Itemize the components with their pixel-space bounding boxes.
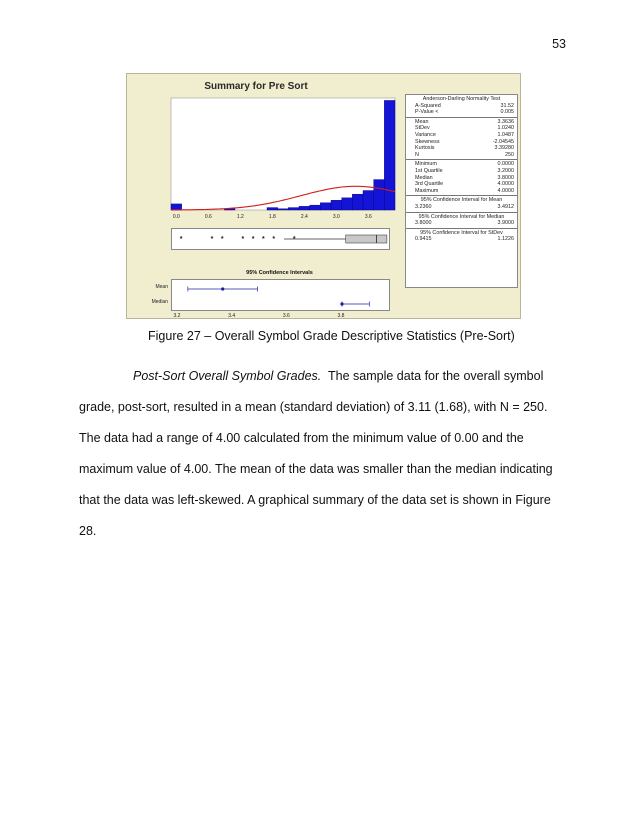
boxplot-panel <box>171 228 390 250</box>
histogram-plot-area <box>171 98 395 210</box>
normality-section <box>406 95 517 118</box>
ci-mean-high: 3.4912 <box>497 203 514 210</box>
ci-estimate-point <box>340 302 343 305</box>
histogram-x-tick-label: 3.6 <box>364 214 372 220</box>
median-value: 3.8000 <box>497 174 514 181</box>
moments-section <box>406 118 517 161</box>
histogram-bar <box>384 100 395 210</box>
ci-x-tick-label: 3.2 <box>173 313 181 318</box>
paragraph-heading: Post-Sort Overall Symbol Grades. <box>133 369 322 383</box>
variance-label: Variance <box>415 131 436 138</box>
ci-estimate-point <box>221 287 224 290</box>
stdev-value: 1.0240 <box>497 125 514 132</box>
stats-box <box>405 94 518 288</box>
minimum-label: Minimum <box>415 161 437 168</box>
normality-title: Anderson-Darling Normality Test <box>422 96 501 102</box>
histogram-bar <box>374 180 385 210</box>
ci-x-tick-label: 3.6 <box>282 313 290 318</box>
histogram-x-tick-label: 2.4 <box>300 214 308 220</box>
histogram-x-tick-label: 1.8 <box>268 214 276 220</box>
n-label: N <box>415 151 419 158</box>
boxplot-outlier: * <box>262 236 265 243</box>
ci-median-high: 3.9000 <box>497 220 514 227</box>
maximum-label: Maximum <box>415 187 439 194</box>
ci-chart <box>172 280 389 310</box>
ci-stdev-low: 0.9415 <box>415 236 432 243</box>
skewness-label: Skewness <box>415 138 440 145</box>
histogram-bar <box>342 198 353 210</box>
stdev-label: StDev <box>415 125 430 132</box>
a-squared-label: A-Squared <box>415 102 441 109</box>
figure-title: Summary for Pre Sort <box>204 81 308 92</box>
ci-stdev-high: 1.1226 <box>497 236 514 243</box>
boxplot-outlier: * <box>251 236 255 243</box>
boxplot-outlier: * <box>241 236 245 243</box>
kurtosis-value: 3.39280 <box>494 145 514 152</box>
maximum-value: 4.0000 <box>497 187 514 194</box>
ci-x-tick-label: 3.4 <box>228 313 236 318</box>
ci-mean-title: 95% Confidence Interval for Mean <box>420 197 503 204</box>
n-value: 250 <box>505 151 514 158</box>
histogram-x-tick-label: 0.0 <box>172 214 180 220</box>
ci-mean-section <box>406 196 517 212</box>
median-label: Median <box>415 174 433 181</box>
histogram-x-tick-label: 0.6 <box>204 214 212 220</box>
histogram-bar <box>171 204 182 210</box>
mean-value: 3.3636 <box>497 118 514 125</box>
p-value-label: P-Value < <box>415 109 439 116</box>
body-paragraph <box>79 361 559 547</box>
histogram-bar <box>288 208 299 210</box>
q1-value: 3.2000 <box>497 167 514 174</box>
minimum-value: 0.0000 <box>497 161 514 168</box>
ci-median-low: 3.8000 <box>415 220 432 227</box>
ci-x-tick-label: 3.8 <box>337 313 345 318</box>
histogram-chart <box>167 94 399 222</box>
summary-figure <box>126 73 521 319</box>
ci-stdev-title: 95% Confidence Interval for StDev <box>420 229 503 236</box>
ci-panel <box>171 279 390 311</box>
ci-stdev-section <box>406 229 517 244</box>
skewness-value: -2.04545 <box>492 138 514 145</box>
variance-value: 1.0487 <box>497 131 514 138</box>
quartiles-section <box>406 160 517 196</box>
histogram-bar <box>299 206 310 210</box>
paragraph-first-line <box>79 361 559 392</box>
boxplot-outlier: * <box>210 236 214 243</box>
ci-row-labels <box>127 279 171 311</box>
q3-label: 3rd Quartile <box>415 181 444 188</box>
ci-mean-low: 3.2360 <box>415 203 432 210</box>
histogram-x-tick-label: 1.2 <box>236 214 244 220</box>
histogram-bar <box>352 194 363 210</box>
histogram-bar <box>363 191 374 210</box>
mean-label: Mean <box>415 118 429 125</box>
boxplot-outlier: * <box>292 236 296 243</box>
boxplot-box <box>346 235 387 243</box>
q3-value: 4.0000 <box>497 181 514 188</box>
q1-label: 1st Quartile <box>415 167 443 174</box>
boxplot-outlier: * <box>220 236 224 243</box>
histogram-bar <box>278 209 289 210</box>
boxplot-outlier: * <box>179 236 183 243</box>
ci-panel-title: 95% Confidence Intervals <box>246 270 313 276</box>
paragraph-body: grade, post-sort, resulted in a mean (standard deviation) of 3.11 (1.68), with N = 250. The data had a range of 4.00 calculated from the minimum value of 0.00 and the maximum value of 4.00. The mean of the data was smaller than the median indicating that the data was left-skewed. A graphical summary of the data set is shown in Figure 28. <box>79 400 553 538</box>
figure-caption: Figure 27 – Overall Symbol Grade Descriptive Statistics (Pre-Sort) <box>148 329 515 343</box>
a-squared-value: 31.52 <box>500 102 514 109</box>
ci-median-section <box>406 213 517 229</box>
histogram-bar <box>310 205 321 210</box>
page-number: 53 <box>552 37 566 51</box>
histogram-bar <box>320 203 331 210</box>
p-value-value: 0.005 <box>500 109 514 116</box>
histogram-bar <box>267 208 278 210</box>
kurtosis-label: Kurtosis <box>415 145 435 152</box>
boxplot-chart <box>172 229 389 249</box>
ci-axis <box>167 310 397 318</box>
paragraph-first-line-rest: The sample data for the overall symbol <box>321 369 544 383</box>
ci-label-median: Median <box>151 299 168 305</box>
ci-label-mean: Mean <box>155 284 168 290</box>
histogram-x-tick-label: 3.0 <box>332 214 340 220</box>
boxplot-outlier: * <box>272 236 276 243</box>
histogram-bar <box>331 200 342 210</box>
ci-median-title: 95% Confidence Interval for Median <box>418 213 505 220</box>
